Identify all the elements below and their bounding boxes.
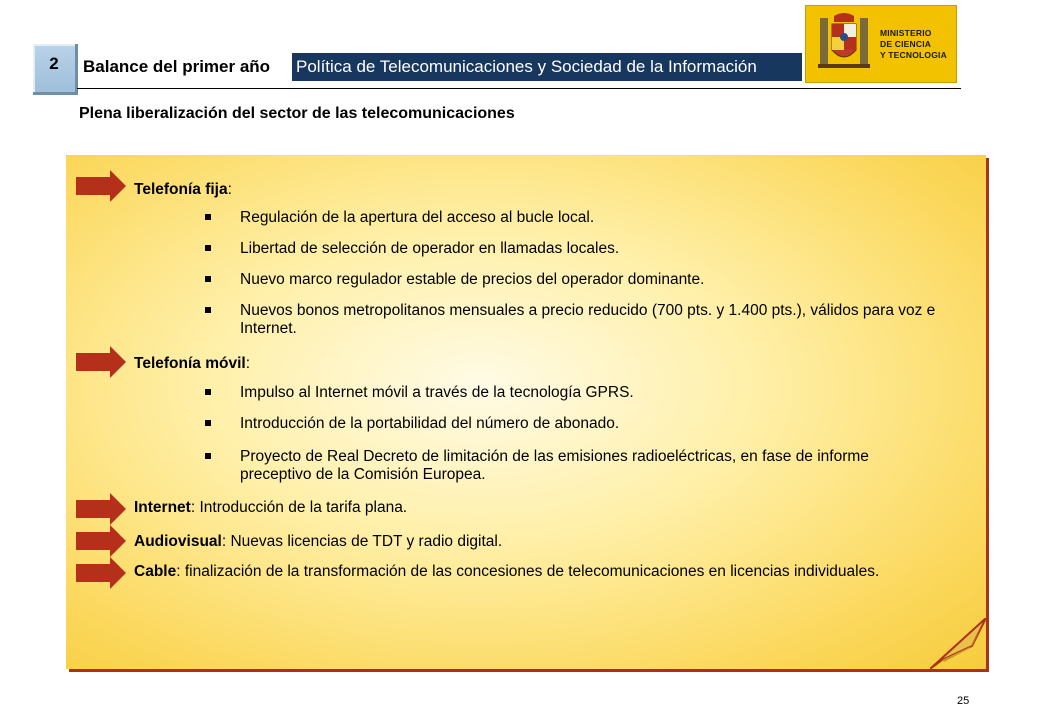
arrow-cable-icon bbox=[76, 557, 126, 589]
ministry-logo bbox=[805, 5, 957, 83]
heading-audiovisual: Audiovisual: Nuevas licencias de TDT y radio digital. bbox=[134, 533, 503, 550]
coat-of-arms-icon bbox=[814, 12, 874, 76]
page-number: 25 bbox=[957, 695, 970, 707]
bullet-icon bbox=[205, 214, 211, 220]
section-number: 2 bbox=[49, 54, 59, 73]
bullet-icon bbox=[205, 453, 211, 459]
bullet-icon bbox=[205, 307, 211, 313]
header-title: Balance del primer año bbox=[83, 57, 271, 76]
section-number-box bbox=[33, 44, 78, 95]
list-item: Introducción de la portabilidad del número de abonado. bbox=[240, 415, 620, 432]
bullet-icon bbox=[205, 245, 211, 251]
logo-text: MINISTERIO DE CIENCIA Y TECNOLOGIA bbox=[880, 28, 947, 60]
list-item: Impulso al Internet móvil a través de la tecnología GPRS. bbox=[240, 384, 634, 401]
bullet-icon bbox=[205, 420, 211, 426]
heading-internet: Internet: Introducción de la tarifa plana. bbox=[134, 499, 408, 516]
list-item: Libertad de selección de operador en llamadas locales. bbox=[240, 240, 620, 257]
arrow-internet-icon bbox=[76, 493, 126, 525]
bullet-icon bbox=[205, 389, 211, 395]
list-item: Regulación de la apertura del acceso al bucle local. bbox=[240, 209, 595, 226]
list-item: Nuevos bonos metropolitanos mensuales a precio reducido (700 pts. y 1.400 pts.), válidos para voz e Internet. bbox=[240, 302, 936, 337]
arrow-movil-icon bbox=[76, 346, 126, 378]
arrow-audiovisual-icon bbox=[76, 525, 126, 557]
arrow-fija-icon bbox=[76, 170, 126, 202]
header-banner: Política de Telecomunicaciones y Sociedad de la Información bbox=[292, 53, 802, 81]
heading-cable: Cable: finalización de la transformación de las concesiones de telecomunicaciones en licencias individuales. bbox=[134, 563, 880, 580]
heading-telefonia-fija: Telefonía fija: bbox=[134, 181, 232, 198]
bullet-icon bbox=[205, 276, 211, 282]
list-item: Proyecto de Real Decreto de limitación de las emisiones radioeléctricas, en fase de informe preceptivo de la Comisión Europea. bbox=[240, 448, 869, 483]
slide-subtitle: Plena liberalización del sector de las telecomunicaciones bbox=[79, 105, 515, 122]
heading-telefonia-movil: Telefonía móvil: bbox=[134, 355, 250, 372]
page-curl-icon bbox=[930, 618, 986, 669]
header-divider bbox=[77, 88, 961, 89]
list-item: Nuevo marco regulador estable de precios del operador dominante. bbox=[240, 271, 705, 288]
sticky-note-panel bbox=[66, 155, 986, 669]
